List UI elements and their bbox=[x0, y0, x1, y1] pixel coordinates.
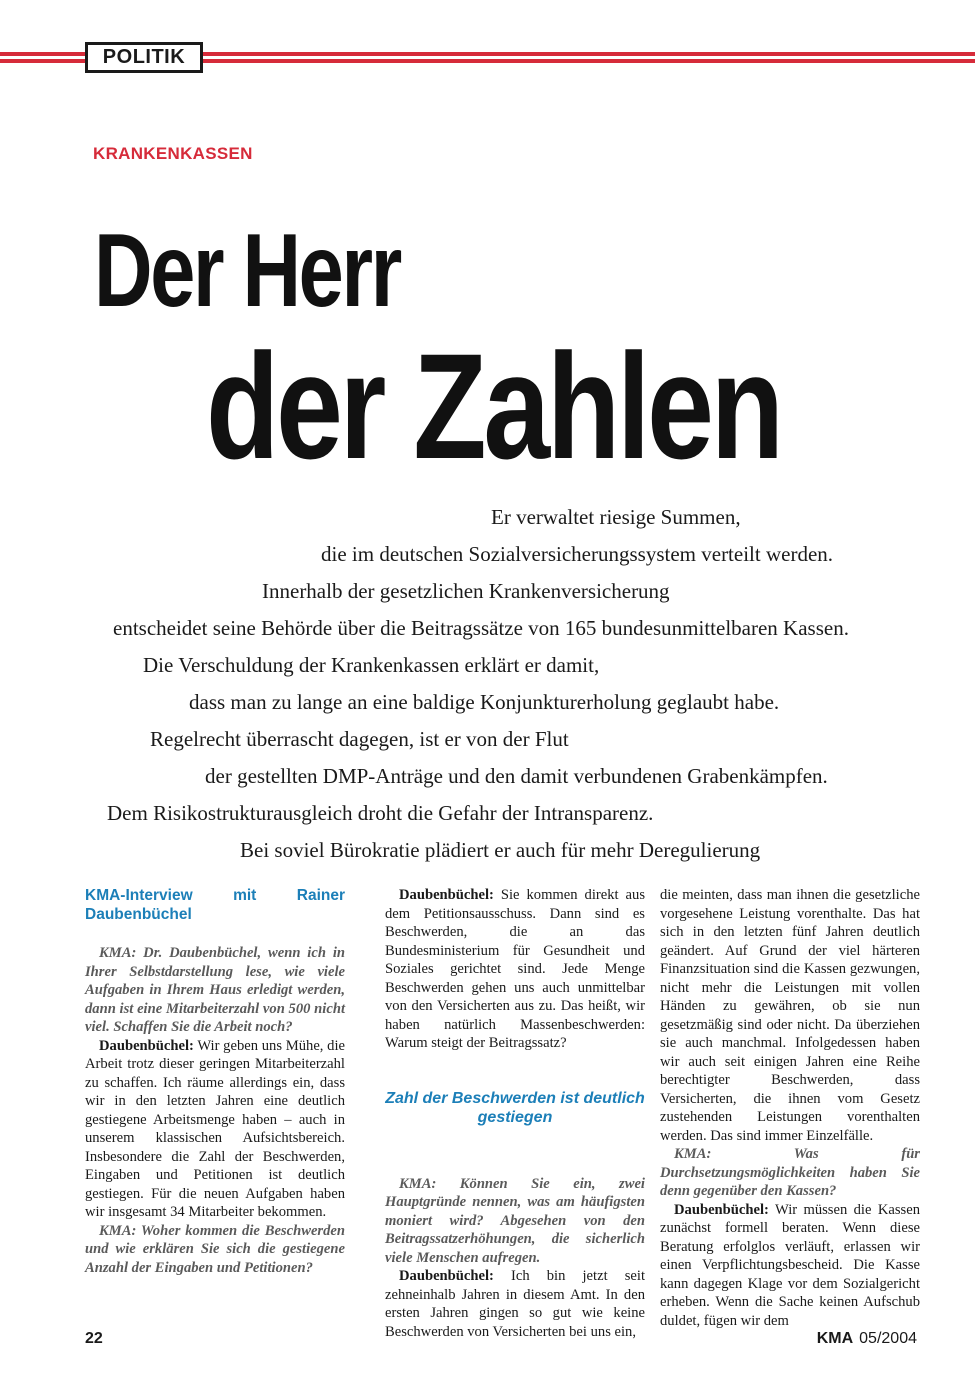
answer-text: Wir geben uns Mühe, die Arbeit trotz dieser geringen Mitarbeiterzahl zu schaffen. Ich räume allerdings ein, dass wir in den letzten Jahren eine deutlich gestiegene Arbeitsmenge haben – auch in unserem klassischen Aufsichtsbereich. Insbesondere die Zahl der Beschwerden, Eingaben und Petitionen ist deutlich gestiegen. Für die neuen Aufgaben haben wir insgesamt 34 Mitarbeiter bekommen. bbox=[85, 1037, 345, 1220]
article-column-1 bbox=[85, 886, 345, 1277]
answer-text: Ich bin jetzt seit zehneinhalb Jahren in diesem Amt. In den ersten Jahren gingen so gut wie keine Beschwerden von Versicherten bei uns ein, bbox=[385, 1268, 645, 1340]
interview-question: KMA: Woher kommen die Beschwerden und wie erklären Sie sich die gestiegene Anzahl der Eingaben und Petitionen? bbox=[85, 1222, 345, 1276]
interview-question: KMA: Dr. Daubenbüchel, wenn ich in Ihrer Selbstdarstellung lese, wie viele Aufgaben in Ihrem Haus erledigt werden, dann ist eine Mitarbeiterzahl von 500 nicht viel. Schaffen Sie die Arbeit noch? bbox=[85, 945, 345, 1035]
intro-line: dass man zu lange an eine baldige Konjunkturerholung geglaubt habe. bbox=[189, 690, 780, 714]
answer-continuation: die meinten, dass man ihnen die gesetzliche vorgesehene Leistung vorenthalte. Das hat sich in den letzten fünf Jahren deutlich geändert. Auf Grund der viel härteren Finanzsituation sind die Kassen gezwungen, nicht mehr die Leistungen mit vollen Händen zu gewähren, ob sie nun gesetzmäßig sind oder nicht. Da überziehen sie auch manchmal. Infolgedessen haben wir auch seit einigen Jahren eine Reihe berechtigter Beschwerden, dass Versicherten, die ihnen vom Gesetz zustehenden Leistungen vorenthalten werden. Das sind immer Einzelfälle. bbox=[660, 887, 920, 1144]
page-number: 22 bbox=[85, 1330, 103, 1347]
answer-text: Sie kommen direkt aus dem Petitionsausschuss. Dann sind es Beschwerden, die an das Bundesministerium für Gesundheit und Soziales gerichtet sind. Jede Menge Beschwerden gehen uns auch unmittelbar von den Versicherten aus zu. Das heißt, wir haben natürlich Massenbeschwerden: Warum steigt der Beitragssatz? bbox=[385, 887, 645, 1051]
intro-line: Innerhalb der gesetzlichen Krankenversicherung bbox=[262, 579, 670, 603]
publication-brand: KMA bbox=[816, 1330, 854, 1347]
speaker-name: Daubenbüchel: bbox=[99, 1037, 194, 1054]
intro-line: entscheidet seine Behörde über die Beitragssätze von 165 bundesunmittelbaren Kassen. bbox=[113, 616, 849, 640]
section-label: POLITIK bbox=[102, 46, 186, 68]
speaker-name: Daubenbüchel: bbox=[674, 1201, 769, 1218]
issue-date: 05/2004 bbox=[859, 1330, 917, 1347]
footer-publication bbox=[817, 1330, 917, 1348]
intro-line: Die Verschuldung der Krankenkassen erklärt er damit, bbox=[143, 653, 600, 677]
section-tag bbox=[85, 42, 203, 73]
kicker: KRANKENKASSEN bbox=[93, 144, 253, 163]
interview-answer bbox=[385, 1267, 645, 1341]
subheading: Zahl der Beschwerden ist deutlich gestiegen bbox=[385, 1089, 645, 1126]
headline-line-2: der Zahlen bbox=[206, 322, 781, 490]
speaker-name: Daubenbüchel: bbox=[399, 1268, 494, 1284]
interview-question: KMA: Was für Durchsetzungsmöglichkeiten haben Sie denn gegenüber den Kassen? bbox=[660, 1146, 920, 1199]
intro-line: Bei soviel Bürokratie plädiert er auch für mehr Deregulierung bbox=[240, 838, 761, 862]
intro-line: der gestellten DMP-Anträge und den damit verbundenen Grabenkämpfen. bbox=[205, 764, 828, 788]
intro-line: die im deutschen Sozialversicherungssystem verteilt werden. bbox=[321, 542, 834, 566]
interview-answer bbox=[660, 1201, 920, 1331]
interview-answer bbox=[385, 886, 645, 1053]
intro-line: Regelrecht überrascht dagegen, ist er von der Flut bbox=[150, 727, 569, 751]
intro-line: Dem Risikostrukturausgleich droht die Gefahr der Intransparenz. bbox=[107, 801, 654, 825]
intro-line: Er verwaltet riesige Summen, bbox=[491, 505, 741, 529]
interview-heading: KMA-Interview mit Rainer Daubenbüchel bbox=[85, 887, 345, 923]
interview-answer bbox=[85, 1037, 345, 1222]
top-rule bbox=[0, 0, 975, 80]
interview-question: KMA: Können Sie ein, zwei Hauptgründe nennen, was am häufigsten moniert wird? Abgesehen von den Beitragssatzerhöhungen, die sicherlich viele Menschen aufregen. bbox=[385, 1175, 645, 1266]
speaker-name: Daubenbüchel: bbox=[399, 887, 494, 903]
article-column-2 bbox=[385, 886, 645, 1341]
headline-line-1: Der Herr bbox=[94, 213, 400, 329]
answer-text: Wir müssen die Kassen zunächst formell beraten. Wenn diese Beratung erfolglos verläuft, erlassen wir einen Verpflichtungsbescheid. Die Kasse kann dagegen Klage vor dem Sozialgericht erheben. Wenn die Sache keinen Aufschub duldet, fügen wir dem bbox=[660, 1201, 920, 1329]
article-column-3 bbox=[660, 886, 920, 1330]
